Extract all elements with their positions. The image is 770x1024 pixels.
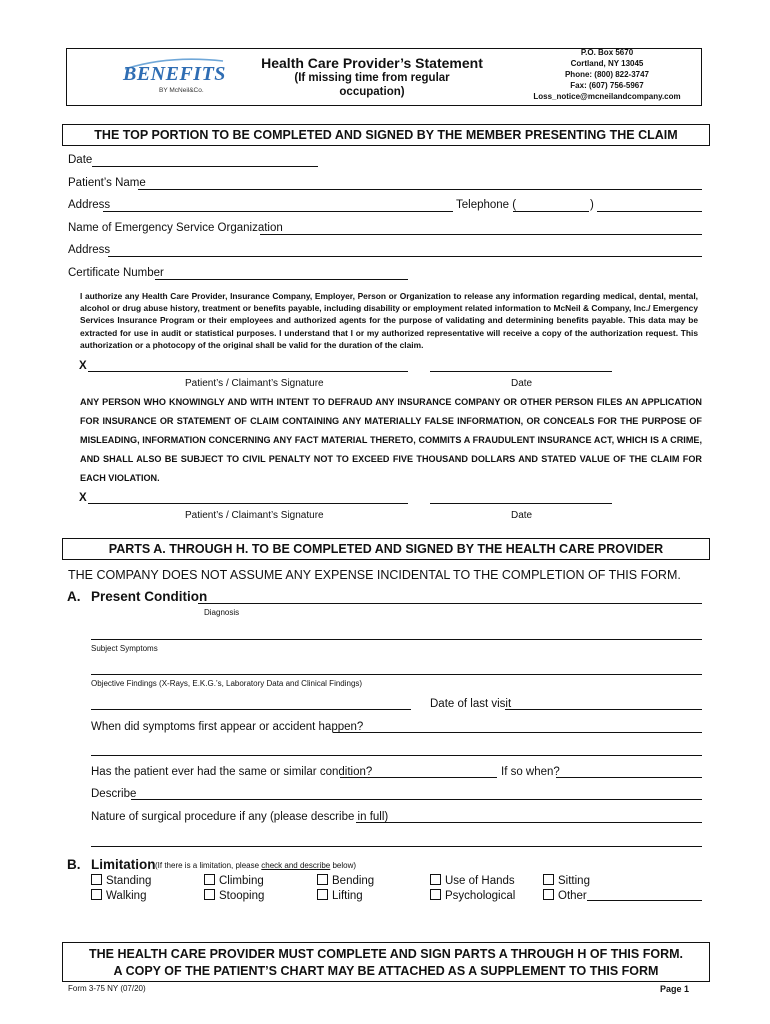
footer-notice-line-1: THE HEALTH CARE PROVIDER MUST COMPLETE AND SIGN PARTS A THROUGH H OF THIS FORM. [89, 947, 683, 961]
company-disclaimer: THE COMPANY DOES NOT ASSUME ANY EXPENSE INCIDENTAL TO THE COMPLETION OF THIS FORM. [68, 568, 681, 582]
surgical-field-2[interactable] [91, 846, 702, 847]
page-number: Page 1 [660, 984, 690, 994]
checkbox-icon[interactable] [91, 889, 102, 900]
telephone-area-code-field[interactable] [513, 211, 589, 212]
part-b-letter: B. [67, 857, 81, 872]
footer-notice-line-2: A COPY OF THE PATIENT’S CHART MAY BE ATTACHED AS A SUPPLEMENT TO THIS FORM [113, 964, 659, 978]
fraud-warning-text: ANY PERSON WHO KNOWINGLY AND WITH INTENT TO DEFRAUD ANY INSURANCE COMPANY OR OTHER PERSON FILES AN APPLICATION FOR INSURANCE OR STATEMENT OF CLAIM CONTAINING ANY MATERIALLY FALSE INFORMATION, OR CONCEALS FOR THE PURPOSE OF MISLEADING, INFORMATION CONCERNING ANY FACT MATERIAL THERETO, COMMITS A FRAUDULENT INSURANCE ACT, WHICH IS A CRIME, AND SHALL ALSO BE SUBJECT TO CIVIL PENALTY NOT TO EXCEED FIVE THOUSAND DOLLARS AND STATED VALUE OF THE CLAIM FOR EACH VIOLATION. [80, 397, 702, 483]
checkbox-walking[interactable]: Walking [91, 889, 146, 902]
address2-field[interactable] [108, 256, 702, 257]
x-mark-1: X [79, 360, 87, 372]
address-label: Address [68, 199, 111, 211]
form-number: Form 3-75 NY (07/20) [68, 984, 146, 993]
form-subtitle-2: occupation) [339, 86, 405, 98]
signature-date-caption-1: Date [511, 378, 533, 389]
part-a-letter: A. [67, 589, 81, 604]
address-field[interactable] [103, 211, 453, 212]
objective-findings-field-2[interactable] [91, 709, 411, 710]
email-address[interactable]: Loss_notice@mcneilandcompany.com [533, 92, 681, 101]
describe-field[interactable] [131, 799, 702, 800]
checkbox-psychological[interactable]: Psychological [430, 889, 515, 902]
subject-symptoms-caption: Subject Symptoms [91, 644, 158, 653]
signature-date-caption-2: Date [511, 510, 533, 521]
patient-name-label: Patient’s Name [68, 177, 146, 189]
other-limitation-field[interactable] [587, 900, 702, 901]
address-block [517, 47, 697, 102]
checkbox-icon[interactable] [204, 889, 215, 900]
checkbox-icon[interactable] [317, 889, 328, 900]
part-b-note: (If there is a limitation, please check and describe below) [155, 861, 357, 870]
x-mark-2: X [79, 492, 87, 504]
signature-date-field-1[interactable] [430, 371, 612, 372]
symptoms-first-field[interactable] [333, 732, 702, 733]
form-subtitle-1: (If missing time from regular [294, 72, 450, 84]
part-b-title: Limitation [91, 857, 156, 872]
if-so-when-field[interactable] [556, 777, 702, 778]
certificate-field[interactable] [155, 279, 408, 280]
telephone-label: Telephone ( [456, 199, 517, 211]
signature-caption-1: Patient’s / Claimant’s Signature [185, 378, 324, 389]
footer-notice-box [62, 942, 710, 982]
city-state: Cortland, NY 13045 [570, 59, 644, 68]
subject-symptoms-field[interactable] [91, 639, 702, 640]
form-title: Health Care Provider’s Statement [261, 55, 483, 71]
checkbox-bending[interactable]: Bending [317, 874, 374, 887]
if-so-when-label: If so when? [501, 766, 560, 778]
form-header [66, 48, 702, 106]
fax-number: Fax: (607) 756-5967 [570, 81, 644, 90]
signature-field-2[interactable] [88, 503, 408, 504]
certificate-label: Certificate Number [68, 267, 164, 279]
checkbox-icon[interactable] [204, 874, 215, 885]
date-label: Date [68, 154, 93, 166]
objective-findings-field[interactable] [91, 674, 702, 675]
checkbox-climbing[interactable]: Climbing [204, 874, 264, 887]
checkbox-icon[interactable] [91, 874, 102, 885]
checkbox-other[interactable]: Other [543, 889, 587, 902]
objective-findings-caption: Objective Findings (X-Rays, E.K.G.’s, Laboratory Data and Clinical Findings) [91, 679, 363, 688]
po-box: P.O. Box 5670 [580, 48, 634, 57]
similar-condition-field[interactable] [340, 777, 497, 778]
checkbox-icon[interactable] [430, 874, 441, 885]
signature-caption-2: Patient’s / Claimant’s Signature [185, 510, 324, 521]
logo-subtext: BY McNeil&Co. [159, 87, 204, 94]
part-a-title: Present Condition [91, 589, 208, 604]
member-section-heading: THE TOP PORTION TO BE COMPLETED AND SIGNED BY THE MEMBER PRESENTING THE CLAIM [62, 124, 710, 146]
telephone-close-paren: ) [590, 199, 594, 211]
symptoms-first-label: When did symptoms first appear or accident happen? [91, 721, 364, 733]
present-condition-field[interactable] [198, 603, 702, 604]
phone-number: Phone: (800) 822-3747 [564, 70, 650, 79]
checkbox-use-of-hands[interactable]: Use of Hands [430, 874, 515, 887]
signature-date-field-2[interactable] [430, 503, 612, 504]
checkbox-standing[interactable]: Standing [91, 874, 151, 887]
last-visit-label: Date of last visit [430, 698, 512, 710]
authorization-text: I authorize any Health Care Provider, Insurance Company, Employer, Person or Organization to release any information regarding medical, dental, mental, alcohol or drug abuse history, treatment or benefits payable, including disability or employment related information to McNeil & Company, Inc./ Emergency Services Insurance Program or their employees and authorized agents for the purpose of validating and determining benefits payable. This data may be extracted for use in audit or statistical purposes. I understand that I or my authorized representative will receive a copy of the authorization request. This authorization or a photocopy of the original shall be valid for the duration of the claim. [80, 291, 698, 350]
symptoms-first-field-2[interactable] [91, 755, 702, 756]
surgical-label: Nature of surgical procedure if any (please describe in full) [91, 811, 389, 823]
last-visit-field[interactable] [505, 709, 702, 710]
ems-org-label: Name of Emergency Service Organization [68, 222, 283, 234]
ems-org-field[interactable] [260, 234, 702, 235]
patient-name-field[interactable] [138, 189, 702, 190]
signature-field-1[interactable] [88, 371, 408, 372]
checkbox-sitting[interactable]: Sitting [543, 874, 590, 887]
telephone-number-field[interactable] [597, 211, 702, 212]
checkbox-icon[interactable] [317, 874, 328, 885]
benefits-logo [119, 57, 229, 99]
date-field[interactable] [92, 166, 318, 167]
provider-section-heading: PARTS A. THROUGH H. TO BE COMPLETED AND SIGNED BY THE HEALTH CARE PROVIDER [62, 538, 710, 560]
checkbox-icon[interactable] [430, 889, 441, 900]
checkbox-icon[interactable] [543, 889, 554, 900]
diagnosis-caption: Diagnosis [204, 608, 240, 617]
address2-label: Address [68, 244, 111, 256]
checkbox-lifting[interactable]: Lifting [317, 889, 363, 902]
surgical-field[interactable] [356, 822, 702, 823]
similar-condition-label: Has the patient ever had the same or similar condition? [91, 766, 373, 778]
checkbox-icon[interactable] [543, 874, 554, 885]
checkbox-stooping[interactable]: Stooping [204, 889, 264, 902]
describe-label: Describe [91, 788, 137, 800]
logo-text: BENEFITS [123, 63, 226, 85]
